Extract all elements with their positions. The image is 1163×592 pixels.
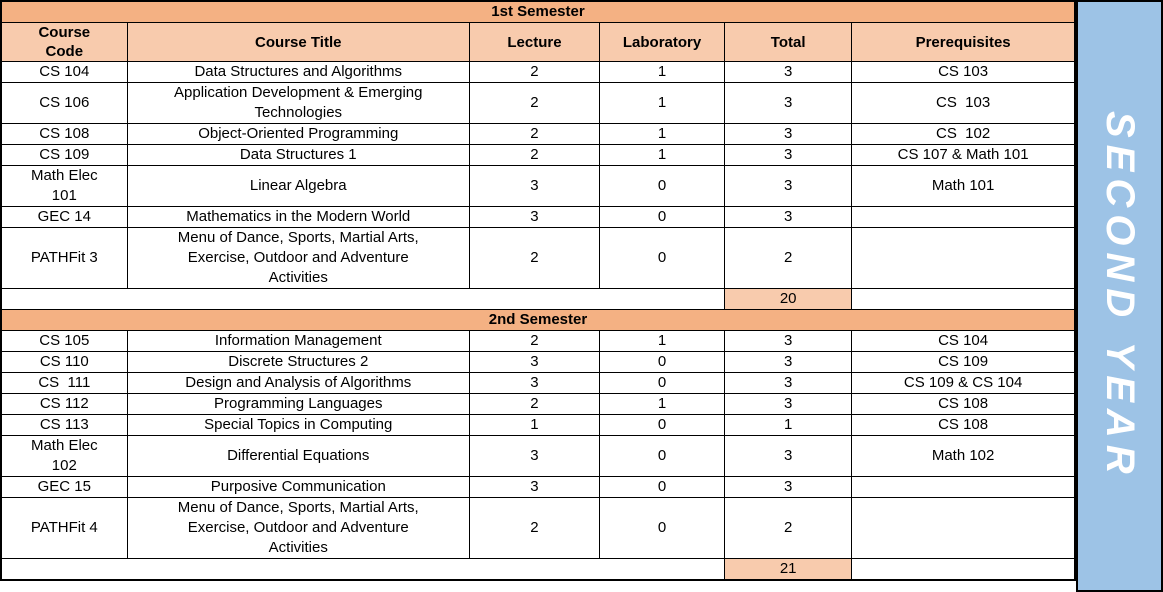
prerequisites-cell: CS 107 & Math 101 bbox=[852, 145, 1075, 166]
course-row bbox=[1, 228, 1075, 289]
lecture-units-cell: 2 bbox=[469, 83, 599, 124]
course-row bbox=[1, 166, 1075, 207]
laboratory-units-cell: 1 bbox=[600, 145, 725, 166]
lecture-units-cell: 2 bbox=[469, 331, 599, 352]
total-units-cell: 3 bbox=[725, 394, 852, 415]
prerequisites-cell: CS 103 bbox=[852, 62, 1075, 83]
column-header-laboratory: Laboratory bbox=[600, 23, 725, 62]
column-header-lecture: Lecture bbox=[469, 23, 599, 62]
laboratory-units-cell: 0 bbox=[600, 166, 725, 207]
course-code-cell: CS 111 bbox=[1, 373, 127, 394]
lecture-units-cell: 2 bbox=[469, 145, 599, 166]
laboratory-units-cell: 1 bbox=[600, 394, 725, 415]
lecture-units-cell: 3 bbox=[469, 373, 599, 394]
course-title-cell: Discrete Structures 2 bbox=[127, 352, 469, 373]
total-units-cell: 3 bbox=[725, 331, 852, 352]
course-row bbox=[1, 373, 1075, 394]
prerequisites-cell bbox=[852, 477, 1075, 498]
laboratory-units-cell: 0 bbox=[600, 477, 725, 498]
prerequisites-cell: CS 108 bbox=[852, 415, 1075, 436]
course-code-cell: CS 112 bbox=[1, 394, 127, 415]
column-header-course-title: Course Title bbox=[127, 23, 469, 62]
total-units-cell: 3 bbox=[725, 352, 852, 373]
course-code-cell: PATHFit 4 bbox=[1, 498, 127, 559]
lecture-units-cell: 3 bbox=[469, 207, 599, 228]
course-title-cell: Differential Equations bbox=[127, 436, 469, 477]
course-title-cell: Programming Languages bbox=[127, 394, 469, 415]
lecture-units-cell: 2 bbox=[469, 62, 599, 83]
semester-total-units-cell: 20 bbox=[725, 289, 852, 310]
course-code-cell: GEC 15 bbox=[1, 477, 127, 498]
lecture-units-cell: 2 bbox=[469, 394, 599, 415]
course-row bbox=[1, 436, 1075, 477]
prerequisites-cell bbox=[852, 228, 1075, 289]
lecture-units-cell: 3 bbox=[469, 352, 599, 373]
total-units-cell: 3 bbox=[725, 477, 852, 498]
total-units-cell: 2 bbox=[725, 228, 852, 289]
course-title-cell: Mathematics in the Modern World bbox=[127, 207, 469, 228]
laboratory-units-cell: 1 bbox=[600, 83, 725, 124]
prerequisites-cell: Math 101 bbox=[852, 166, 1075, 207]
empty-cell bbox=[1, 289, 725, 310]
prerequisites-cell: Math 102 bbox=[852, 436, 1075, 477]
prerequisites-cell: CS 109 bbox=[852, 352, 1075, 373]
laboratory-units-cell: 0 bbox=[600, 373, 725, 394]
course-row bbox=[1, 207, 1075, 228]
semester-title: 1st Semester bbox=[1, 1, 1075, 23]
column-header-prerequisites: Prerequisites bbox=[852, 23, 1075, 62]
course-code-cell: Math Elec 102 bbox=[1, 436, 127, 477]
prerequisites-cell bbox=[852, 498, 1075, 559]
course-title-cell: Design and Analysis of Algorithms bbox=[127, 373, 469, 394]
semester-title-row bbox=[1, 310, 1075, 331]
semester-total-row bbox=[1, 289, 1075, 310]
semester-total-row bbox=[1, 559, 1075, 581]
laboratory-units-cell: 1 bbox=[600, 331, 725, 352]
lecture-units-cell: 3 bbox=[469, 477, 599, 498]
semester-title: 2nd Semester bbox=[1, 310, 1075, 331]
total-units-cell: 3 bbox=[725, 62, 852, 83]
prerequisites-cell: CS 104 bbox=[852, 331, 1075, 352]
course-row bbox=[1, 145, 1075, 166]
prerequisites-cell bbox=[852, 207, 1075, 228]
prerequisites-cell: CS 108 bbox=[852, 394, 1075, 415]
laboratory-units-cell: 0 bbox=[600, 352, 725, 373]
course-code-cell: CS 106 bbox=[1, 83, 127, 124]
total-units-cell: 3 bbox=[725, 145, 852, 166]
empty-prerequisites-cell bbox=[852, 289, 1075, 310]
prerequisites-cell: CS 102 bbox=[852, 124, 1075, 145]
course-title-cell: Data Structures 1 bbox=[127, 145, 469, 166]
total-units-cell: 3 bbox=[725, 166, 852, 207]
course-code-cell: GEC 14 bbox=[1, 207, 127, 228]
course-title-cell: Application Development & Emerging Technologies bbox=[127, 83, 469, 124]
prerequisites-cell: CS 109 & CS 104 bbox=[852, 373, 1075, 394]
course-row bbox=[1, 394, 1075, 415]
lecture-units-cell: 2 bbox=[469, 228, 599, 289]
course-row bbox=[1, 124, 1075, 145]
total-units-cell: 1 bbox=[725, 415, 852, 436]
course-row bbox=[1, 62, 1075, 83]
course-title-cell: Linear Algebra bbox=[127, 166, 469, 207]
lecture-units-cell: 3 bbox=[469, 436, 599, 477]
laboratory-units-cell: 1 bbox=[600, 124, 725, 145]
total-units-cell: 3 bbox=[725, 124, 852, 145]
laboratory-units-cell: 0 bbox=[600, 228, 725, 289]
column-header-row bbox=[1, 23, 1075, 62]
lecture-units-cell: 2 bbox=[469, 124, 599, 145]
course-title-cell: Menu of Dance, Sports, Martial Arts, Exercise, Outdoor and Adventure Activities bbox=[127, 498, 469, 559]
course-code-cell: CS 113 bbox=[1, 415, 127, 436]
empty-prerequisites-cell bbox=[852, 559, 1075, 581]
course-code-cell: Math Elec 101 bbox=[1, 166, 127, 207]
total-units-cell: 2 bbox=[725, 498, 852, 559]
laboratory-units-cell: 0 bbox=[600, 498, 725, 559]
course-code-cell: CS 104 bbox=[1, 62, 127, 83]
laboratory-units-cell: 0 bbox=[600, 415, 725, 436]
column-header-course-code: Course Code bbox=[1, 23, 127, 62]
course-code-cell: CS 109 bbox=[1, 145, 127, 166]
course-title-cell: Object-Oriented Programming bbox=[127, 124, 469, 145]
course-row bbox=[1, 352, 1075, 373]
total-units-cell: 3 bbox=[725, 83, 852, 124]
course-row bbox=[1, 331, 1075, 352]
laboratory-units-cell: 0 bbox=[600, 436, 725, 477]
course-title-cell: Data Structures and Algorithms bbox=[127, 62, 469, 83]
semester-title-row bbox=[1, 1, 1075, 23]
course-code-cell: PATHFit 3 bbox=[1, 228, 127, 289]
course-row bbox=[1, 83, 1075, 124]
course-code-cell: CS 110 bbox=[1, 352, 127, 373]
empty-cell bbox=[1, 559, 725, 581]
column-header-total: Total bbox=[725, 23, 852, 62]
lecture-units-cell: 1 bbox=[469, 415, 599, 436]
course-row bbox=[1, 477, 1075, 498]
laboratory-units-cell: 0 bbox=[600, 207, 725, 228]
total-units-cell: 3 bbox=[725, 207, 852, 228]
laboratory-units-cell: 1 bbox=[600, 62, 725, 83]
lecture-units-cell: 3 bbox=[469, 166, 599, 207]
course-code-cell: CS 108 bbox=[1, 124, 127, 145]
course-title-cell: Purposive Communication bbox=[127, 477, 469, 498]
year-band bbox=[1076, 0, 1163, 592]
course-code-cell: CS 105 bbox=[1, 331, 127, 352]
course-title-cell: Information Management bbox=[127, 331, 469, 352]
prerequisites-cell: CS 103 bbox=[852, 83, 1075, 124]
course-title-cell: Menu of Dance, Sports, Martial Arts, Exercise, Outdoor and Adventure Activities bbox=[127, 228, 469, 289]
course-row bbox=[1, 415, 1075, 436]
lecture-units-cell: 2 bbox=[469, 498, 599, 559]
semester-total-units-cell: 21 bbox=[725, 559, 852, 581]
total-units-cell: 3 bbox=[725, 373, 852, 394]
course-title-cell: Special Topics in Computing bbox=[127, 415, 469, 436]
course-row bbox=[1, 498, 1075, 559]
total-units-cell: 3 bbox=[725, 436, 852, 477]
year-label: SECOND YEAR bbox=[1098, 111, 1142, 481]
